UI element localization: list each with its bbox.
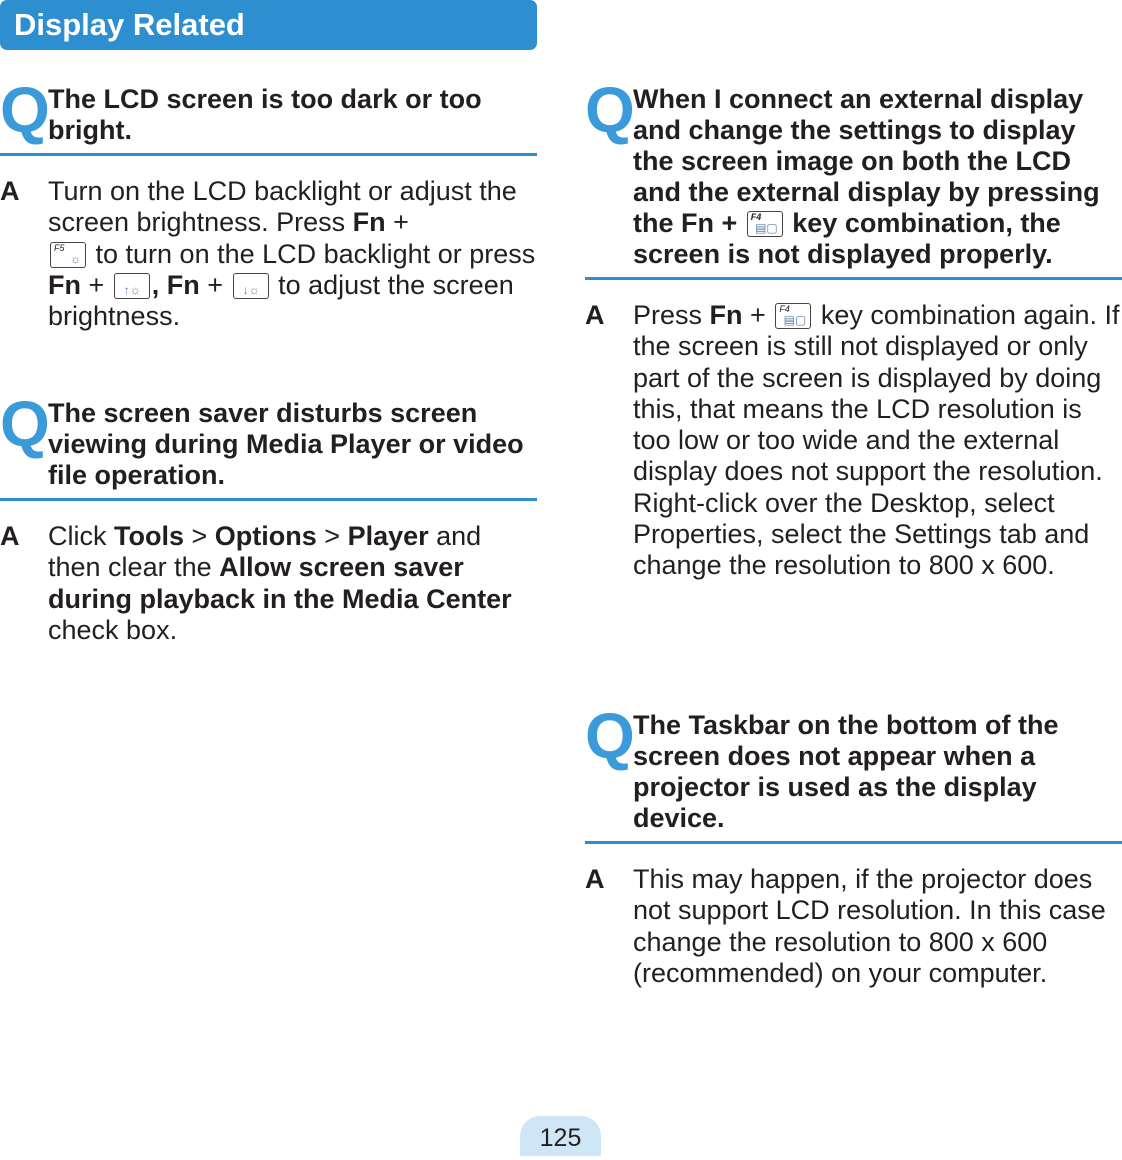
a-marker: A (0, 176, 20, 206)
menu-tools: Tools (114, 521, 184, 551)
page-number-tab (520, 1116, 601, 1156)
question-text-part: When I connect an external display and change the settings to display the screen image on both the LCD and the external display by pressing the Fn + (633, 84, 1100, 238)
brightness-up-icon: ↑☼ (123, 282, 141, 297)
section-title: Display Related (14, 7, 245, 42)
answer-text: to turn on the LCD backlight or press (88, 238, 536, 269)
plus-sign: + (199, 269, 231, 300)
a-marker: A (585, 864, 605, 894)
question-text: The screen saver disturbs screen viewing during Media Player or video file operation. (48, 398, 524, 490)
answer-text: key combination again. If the screen is still not displayed or only part of the screen is displayed by doing this, that means the LCD resolution is too low or too wide and the external display does not support the resolution. Right-click over the Desktop, select Properties, select the Settings tab and change the resolution to 800 x 600. (633, 300, 1120, 581)
answer-text: This may happen, if the projector does not support LCD resolution. In this case change the resolution to 800 x 600 (recommended) on your computer. (633, 864, 1106, 988)
answer-block (0, 176, 537, 332)
fn-key-label: Fn (166, 269, 200, 300)
plus-sign: + (385, 207, 409, 238)
answer-text: Click (48, 521, 114, 551)
plus-sign: + (742, 300, 774, 330)
q-marker: Q (0, 74, 50, 146)
menu-options: Options (214, 521, 317, 551)
separator: > (316, 521, 348, 551)
plus-sign: + (81, 269, 112, 300)
qa-lcd-brightness (0, 74, 537, 332)
question-header (0, 388, 537, 501)
a-marker: A (585, 300, 605, 330)
qa-taskbar-projector (585, 700, 1122, 989)
page-number: 125 (539, 1124, 582, 1152)
comma: , (151, 269, 167, 300)
answer-text: to adjust the screen brightness. (48, 269, 514, 332)
qa-screen-saver (0, 388, 537, 646)
f4-key-icon (747, 211, 783, 237)
separator: > (184, 521, 215, 551)
display-switch-icon: ▤▢ (755, 221, 778, 235)
question-header (585, 700, 1122, 844)
brightness-down-key-icon (233, 273, 269, 299)
menu-player: Player (347, 521, 429, 551)
question-text: The LCD screen is too dark or too bright. (48, 84, 482, 145)
answer-text: and then clear the (48, 521, 482, 583)
answer-text: Press (633, 300, 710, 330)
q-marker: Q (0, 388, 50, 460)
answer-text: check box. (48, 614, 178, 645)
key-label: F4 (750, 212, 762, 222)
question-text (633, 84, 1122, 270)
fn-key-label: Fn (709, 300, 743, 330)
q-marker: Q (585, 700, 635, 772)
answer-block (585, 864, 1122, 989)
section-header (0, 0, 537, 50)
brightness-up-key-icon (114, 273, 150, 299)
f4-key-icon (775, 303, 811, 329)
key-label: F5 (54, 242, 65, 253)
answer-block (0, 521, 537, 646)
display-switch-icon: ▤▢ (783, 313, 807, 327)
question-header (585, 74, 1122, 280)
fn-key-label: Fn (352, 207, 386, 238)
a-marker: A (0, 521, 20, 551)
question-text-part: key combination, the screen is not displayed properly. (633, 208, 1061, 269)
answer-block (585, 300, 1122, 582)
option-allow-screen-saver: Allow screen saver during playback in the Media Center (48, 552, 512, 614)
qa-external-display (585, 74, 1122, 582)
question-header (0, 74, 537, 156)
key-label: F4 (779, 304, 790, 314)
backlight-icon: ☼ (70, 251, 81, 266)
fn-key-label: Fn (48, 269, 81, 300)
brightness-down-icon: ↓☼ (242, 282, 260, 297)
q-marker: Q (585, 74, 635, 146)
answer-text: Turn on the LCD backlight or adjust the screen brightness. Press (48, 176, 517, 238)
question-text: The Taskbar on the bottom of the screen does not appear when a projector is used as the display device. (633, 710, 1059, 833)
f5-key-icon (50, 242, 86, 268)
